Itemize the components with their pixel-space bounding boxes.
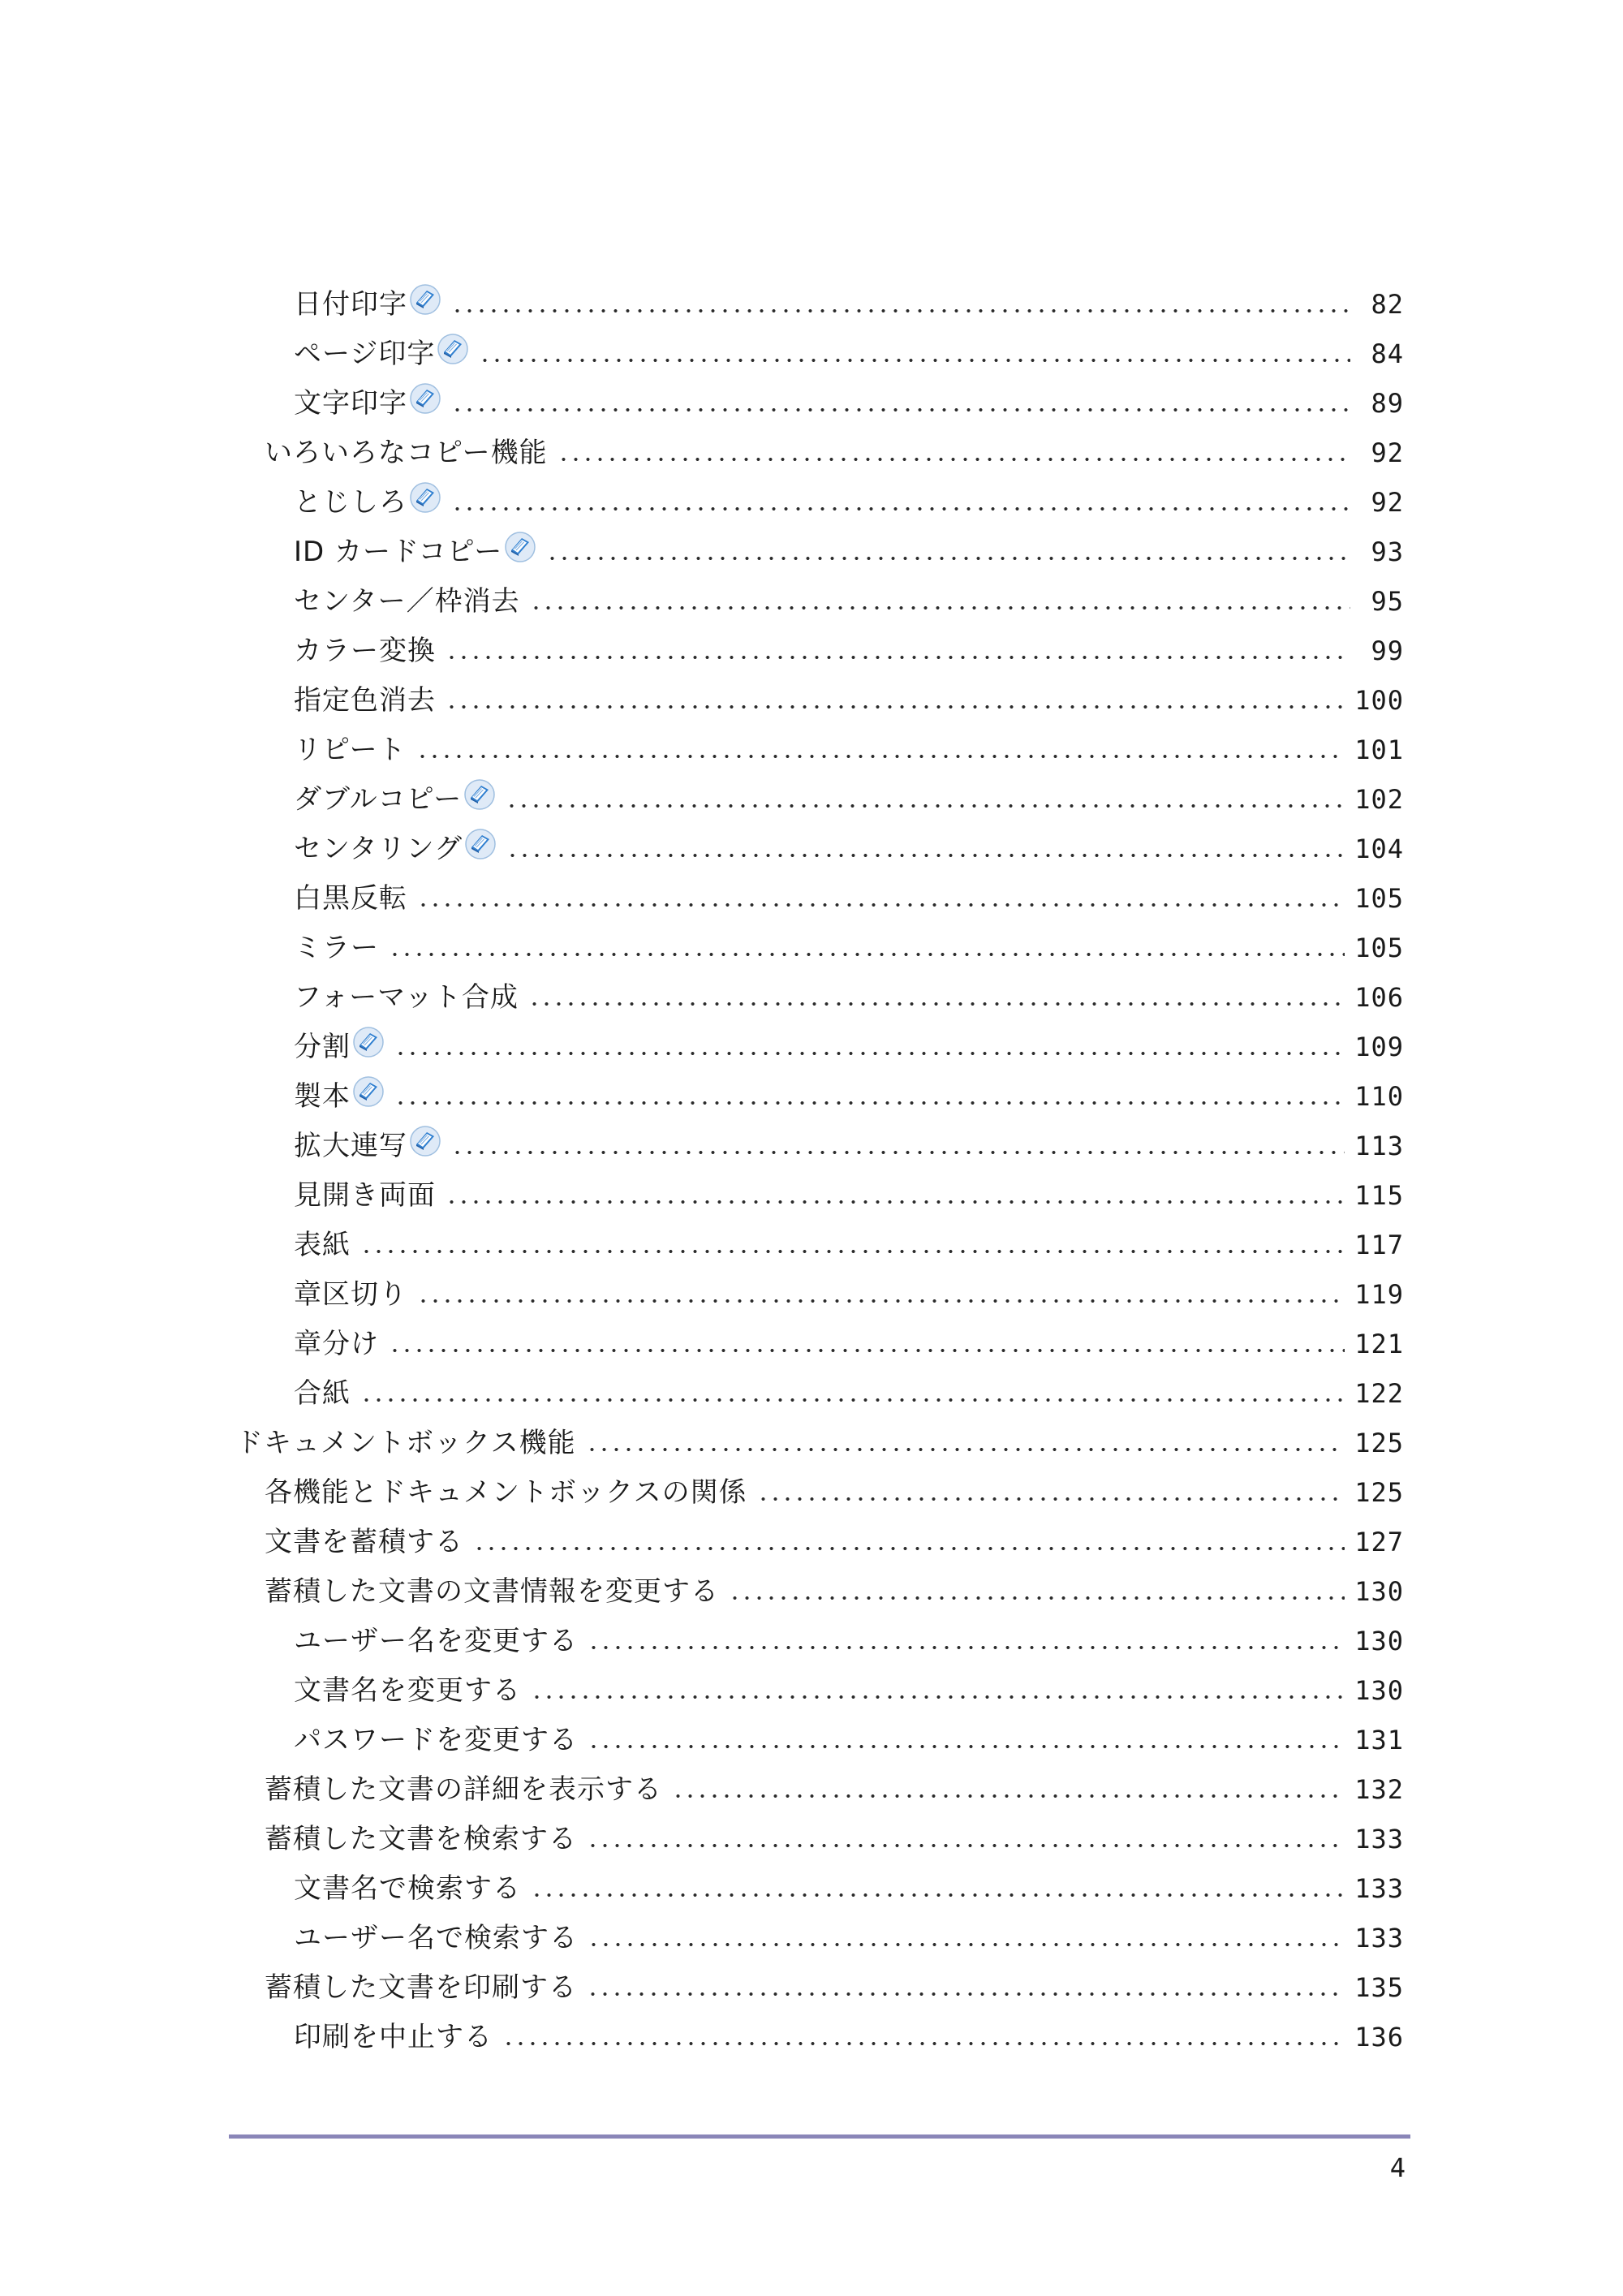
toc-entry[interactable] [235,273,1404,322]
toc-entry[interactable] [235,669,1404,718]
toc-entry-label: ダブルコピー [294,783,463,816]
toc-entry-label: 蓄積した文書を検索する [265,1823,577,1855]
toc-entry-label: 表紙 [294,1229,351,1261]
toc-entry[interactable] [235,1164,1404,1213]
table-of-contents [235,273,1404,2055]
toc-entry-page-number: 135 [1354,1972,1404,2003]
manual-book-icon [437,331,469,365]
toc-entry-label: いろいろなコピー機能 [265,437,548,469]
toc-entry[interactable] [235,916,1404,966]
toc-entry[interactable] [235,322,1404,372]
toc-entry-page-number: 105 [1354,883,1404,914]
toc-entry-title [294,381,441,421]
toc-entry-label: センター／枠消去 [294,585,520,618]
toc-entry-label: 文書名で検索する [294,1872,521,1905]
toc-entry-title [294,584,520,619]
dot-leader [586,1446,1345,1453]
toc-entry-page-number: 106 [1354,982,1404,1013]
dot-leader [446,704,1345,710]
manual-book-icon [409,282,441,316]
dot-leader [531,1892,1345,1898]
toc-entry-page-number: 130 [1354,1576,1404,1607]
toc-entry[interactable] [235,1609,1404,1659]
toc-entry-title [294,732,407,768]
dot-leader [588,1644,1345,1651]
toc-entry-title [294,777,496,817]
toc-entry-label: 白黒反転 [294,882,407,915]
toc-entry[interactable] [235,1411,1404,1461]
toc-entry-page-number: 84 [1371,338,1404,369]
toc-entry-title [294,331,469,372]
toc-entry-title [294,1227,351,1263]
dot-leader [360,1397,1345,1403]
toc-entry[interactable] [235,1560,1404,1609]
toc-entry-title [294,1326,379,1362]
toc-entry-page-number: 101 [1354,734,1404,765]
toc-entry-title [294,1673,521,1708]
toc-entry-page-number: 104 [1354,834,1404,864]
footer-divider [229,2134,1410,2139]
toc-entry-page-number: 121 [1354,1329,1404,1359]
toc-entry[interactable] [235,966,1404,1015]
toc-entry[interactable] [235,817,1404,867]
toc-entry[interactable] [235,1659,1404,1708]
manual-book-icon [504,529,536,563]
toc-entry-title [265,1574,719,1609]
toc-entry[interactable] [235,471,1404,520]
dot-leader [479,357,1350,364]
toc-entry[interactable] [235,1213,1404,1263]
toc-entry-title [265,1970,577,2005]
dot-leader [416,753,1345,760]
toc-entry-title [294,480,441,520]
toc-entry[interactable] [235,372,1404,421]
toc-entry[interactable] [235,520,1404,570]
toc-entry-title [294,980,519,1015]
dot-leader [757,1496,1345,1502]
toc-entry[interactable] [235,1857,1404,1906]
dot-leader [389,1347,1345,1354]
dot-leader [587,1991,1345,1997]
toc-entry-title [294,930,379,966]
toc-entry-page-number: 133 [1354,1873,1404,1904]
toc-entry-label: パスワードを変更する [294,1724,578,1756]
toc-entry-title [294,1178,436,1213]
toc-entry-title [294,1074,385,1114]
toc-entry[interactable] [235,1461,1404,1510]
toc-entry-page-number: 127 [1354,1527,1404,1557]
toc-entry-title [265,1772,662,1807]
toc-entry-page-number: 131 [1354,1725,1404,1755]
toc-entry-label: 章分け [294,1328,379,1360]
toc-entry-title [294,1123,441,1164]
manual-book-icon [409,1123,441,1157]
toc-entry-page-number: 117 [1354,1230,1404,1260]
toc-entry-label: 各機能とドキュメントボックスの関係 [265,1476,747,1509]
toc-entry[interactable] [235,619,1404,669]
toc-entry-title [294,1920,578,1956]
toc-entry[interactable] [235,421,1404,471]
toc-entry-label: 合紙 [294,1377,351,1410]
toc-entry-title [294,282,441,322]
toc-entry-page-number: 100 [1354,685,1404,716]
dot-leader [506,803,1345,809]
dot-leader [451,407,1350,413]
toc-entry-title [294,2019,493,2055]
toc-entry-title [294,529,536,570]
page-number: 4 [1389,2152,1406,2183]
toc-entry-label: ID カードコピー [294,536,503,568]
toc-entry-title [294,881,407,916]
dot-leader [530,605,1350,611]
toc-entry-page-number: 119 [1354,1279,1404,1310]
dot-leader [389,951,1345,958]
toc-entry-page-number: 130 [1354,1626,1404,1656]
toc-entry-page-number: 109 [1354,1032,1404,1062]
dot-leader [417,1298,1345,1304]
toc-entry-page-number: 95 [1371,586,1404,617]
dot-leader [528,1001,1345,1007]
toc-entry-title [294,1722,578,1758]
toc-entry-page-number: 125 [1354,1477,1404,1508]
toc-entry-label: 章区切り [294,1278,407,1311]
toc-entry-page-number: 102 [1354,784,1404,815]
toc-entry-page-number: 92 [1371,487,1404,518]
toc-entry-label: 印刷を中止する [294,2021,493,2053]
toc-entry-title [235,1425,576,1461]
dot-leader [451,308,1350,314]
toc-entry-page-number: 122 [1354,1378,1404,1409]
manual-book-icon [409,480,441,514]
toc-entry-label: 拡大連写 [294,1130,407,1162]
toc-entry-label: 蓄積した文書の詳細を表示する [265,1773,662,1806]
dot-leader [394,1050,1345,1057]
dot-leader [672,1793,1345,1799]
dot-leader [729,1595,1345,1601]
toc-entry-label: リピート [294,734,407,766]
toc-entry[interactable] [235,1312,1404,1362]
toc-entry-title [265,1524,463,1560]
dot-leader [446,1199,1345,1205]
dot-leader [451,1149,1345,1156]
toc-entry-page-number: 113 [1354,1131,1404,1161]
toc-entry-label: 分割 [294,1031,351,1063]
toc-entry-title [265,435,548,471]
toc-entry-label: 日付印字 [294,288,407,321]
toc-entry-title [294,1024,385,1065]
toc-entry[interactable] [235,1263,1404,1312]
toc-entry-title [294,826,497,867]
dot-leader [531,1694,1345,1700]
manual-book-icon [352,1074,385,1108]
toc-entry-label: センタリング [294,833,463,865]
toc-entry[interactable] [235,718,1404,768]
toc-entry-page-number: 132 [1354,1774,1404,1805]
toc-entry-title [294,1623,578,1659]
dot-leader [588,1743,1345,1750]
toc-entry-page-number: 125 [1354,1428,1404,1458]
toc-entry-page-number: 133 [1354,1923,1404,1954]
toc-entry-page-number: 82 [1371,289,1404,320]
toc-entry-label: 文字印字 [294,387,407,420]
toc-entry-page-number: 99 [1371,635,1404,666]
toc-entry-label: 文書名を変更する [294,1674,521,1707]
toc-entry-label: ドキュメントボックス機能 [235,1427,576,1459]
toc-entry[interactable] [235,1906,1404,1956]
toc-entry-label: 見開き両面 [294,1179,436,1212]
toc-entry-page-number: 105 [1354,933,1404,963]
toc-entry[interactable] [235,1807,1404,1857]
toc-entry-page-number: 115 [1354,1180,1404,1211]
dot-leader [558,456,1350,463]
toc-entry-page-number: 130 [1354,1675,1404,1706]
toc-entry[interactable] [235,1758,1404,1807]
dot-leader [417,902,1345,908]
manual-book-icon [464,826,497,860]
manual-book-icon [463,777,496,811]
toc-entry-label: ページ印字 [294,338,436,370]
toc-entry[interactable] [235,1015,1404,1065]
toc-entry[interactable] [235,2005,1404,2055]
toc-entry-page-number: 133 [1354,1824,1404,1854]
toc-entry[interactable] [235,1065,1404,1114]
toc-entry-page-number: 93 [1371,536,1404,567]
toc-entry-title [265,1475,747,1510]
dot-leader [502,2040,1345,2047]
toc-entry-title [294,1376,351,1411]
toc-entry[interactable] [235,1114,1404,1164]
toc-entry-page-number: 92 [1371,437,1404,468]
dot-leader [360,1248,1345,1255]
toc-entry[interactable] [235,768,1404,817]
toc-entry-label: 指定色消去 [294,684,436,717]
toc-entry[interactable] [235,867,1404,916]
dot-leader [506,852,1345,859]
toc-entry-label: フォーマット合成 [294,981,519,1014]
manual-book-icon [409,381,441,415]
toc-entry[interactable] [235,1956,1404,2005]
dot-leader [546,555,1350,562]
dot-leader [451,506,1350,512]
toc-entry-page-number: 136 [1354,2022,1404,2053]
toc-entry-label: 蓄積した文書を印刷する [265,1971,577,2004]
toc-entry-label: とじしろ [294,486,407,519]
toc-entry-page-number: 89 [1371,388,1404,419]
dot-leader [394,1100,1345,1106]
toc-entry-title [265,1821,577,1857]
toc-entry-title [294,1277,407,1312]
toc-entry-title [294,1871,521,1906]
toc-entry[interactable] [235,1708,1404,1758]
toc-entry-label: 蓄積した文書の文書情報を変更する [265,1575,719,1608]
toc-entry[interactable] [235,570,1404,619]
toc-entry-page-number: 110 [1354,1081,1404,1112]
dot-leader [473,1545,1345,1552]
dot-leader [588,1941,1345,1948]
toc-entry-label: 製本 [294,1080,351,1113]
toc-entry-label: 文書を蓄積する [265,1526,463,1558]
toc-entry-label: ユーザー名で検索する [294,1922,578,1954]
toc-entry[interactable] [235,1510,1404,1560]
toc-entry-label: ミラー [294,932,379,964]
toc-entry-label: カラー変換 [294,635,436,667]
manual-book-icon [352,1024,385,1058]
toc-entry-label: ユーザー名を変更する [294,1625,578,1657]
toc-entry-title [294,633,436,669]
toc-entry-title [294,683,436,718]
dot-leader [446,654,1350,661]
dot-leader [587,1842,1345,1849]
toc-entry[interactable] [235,1362,1404,1411]
